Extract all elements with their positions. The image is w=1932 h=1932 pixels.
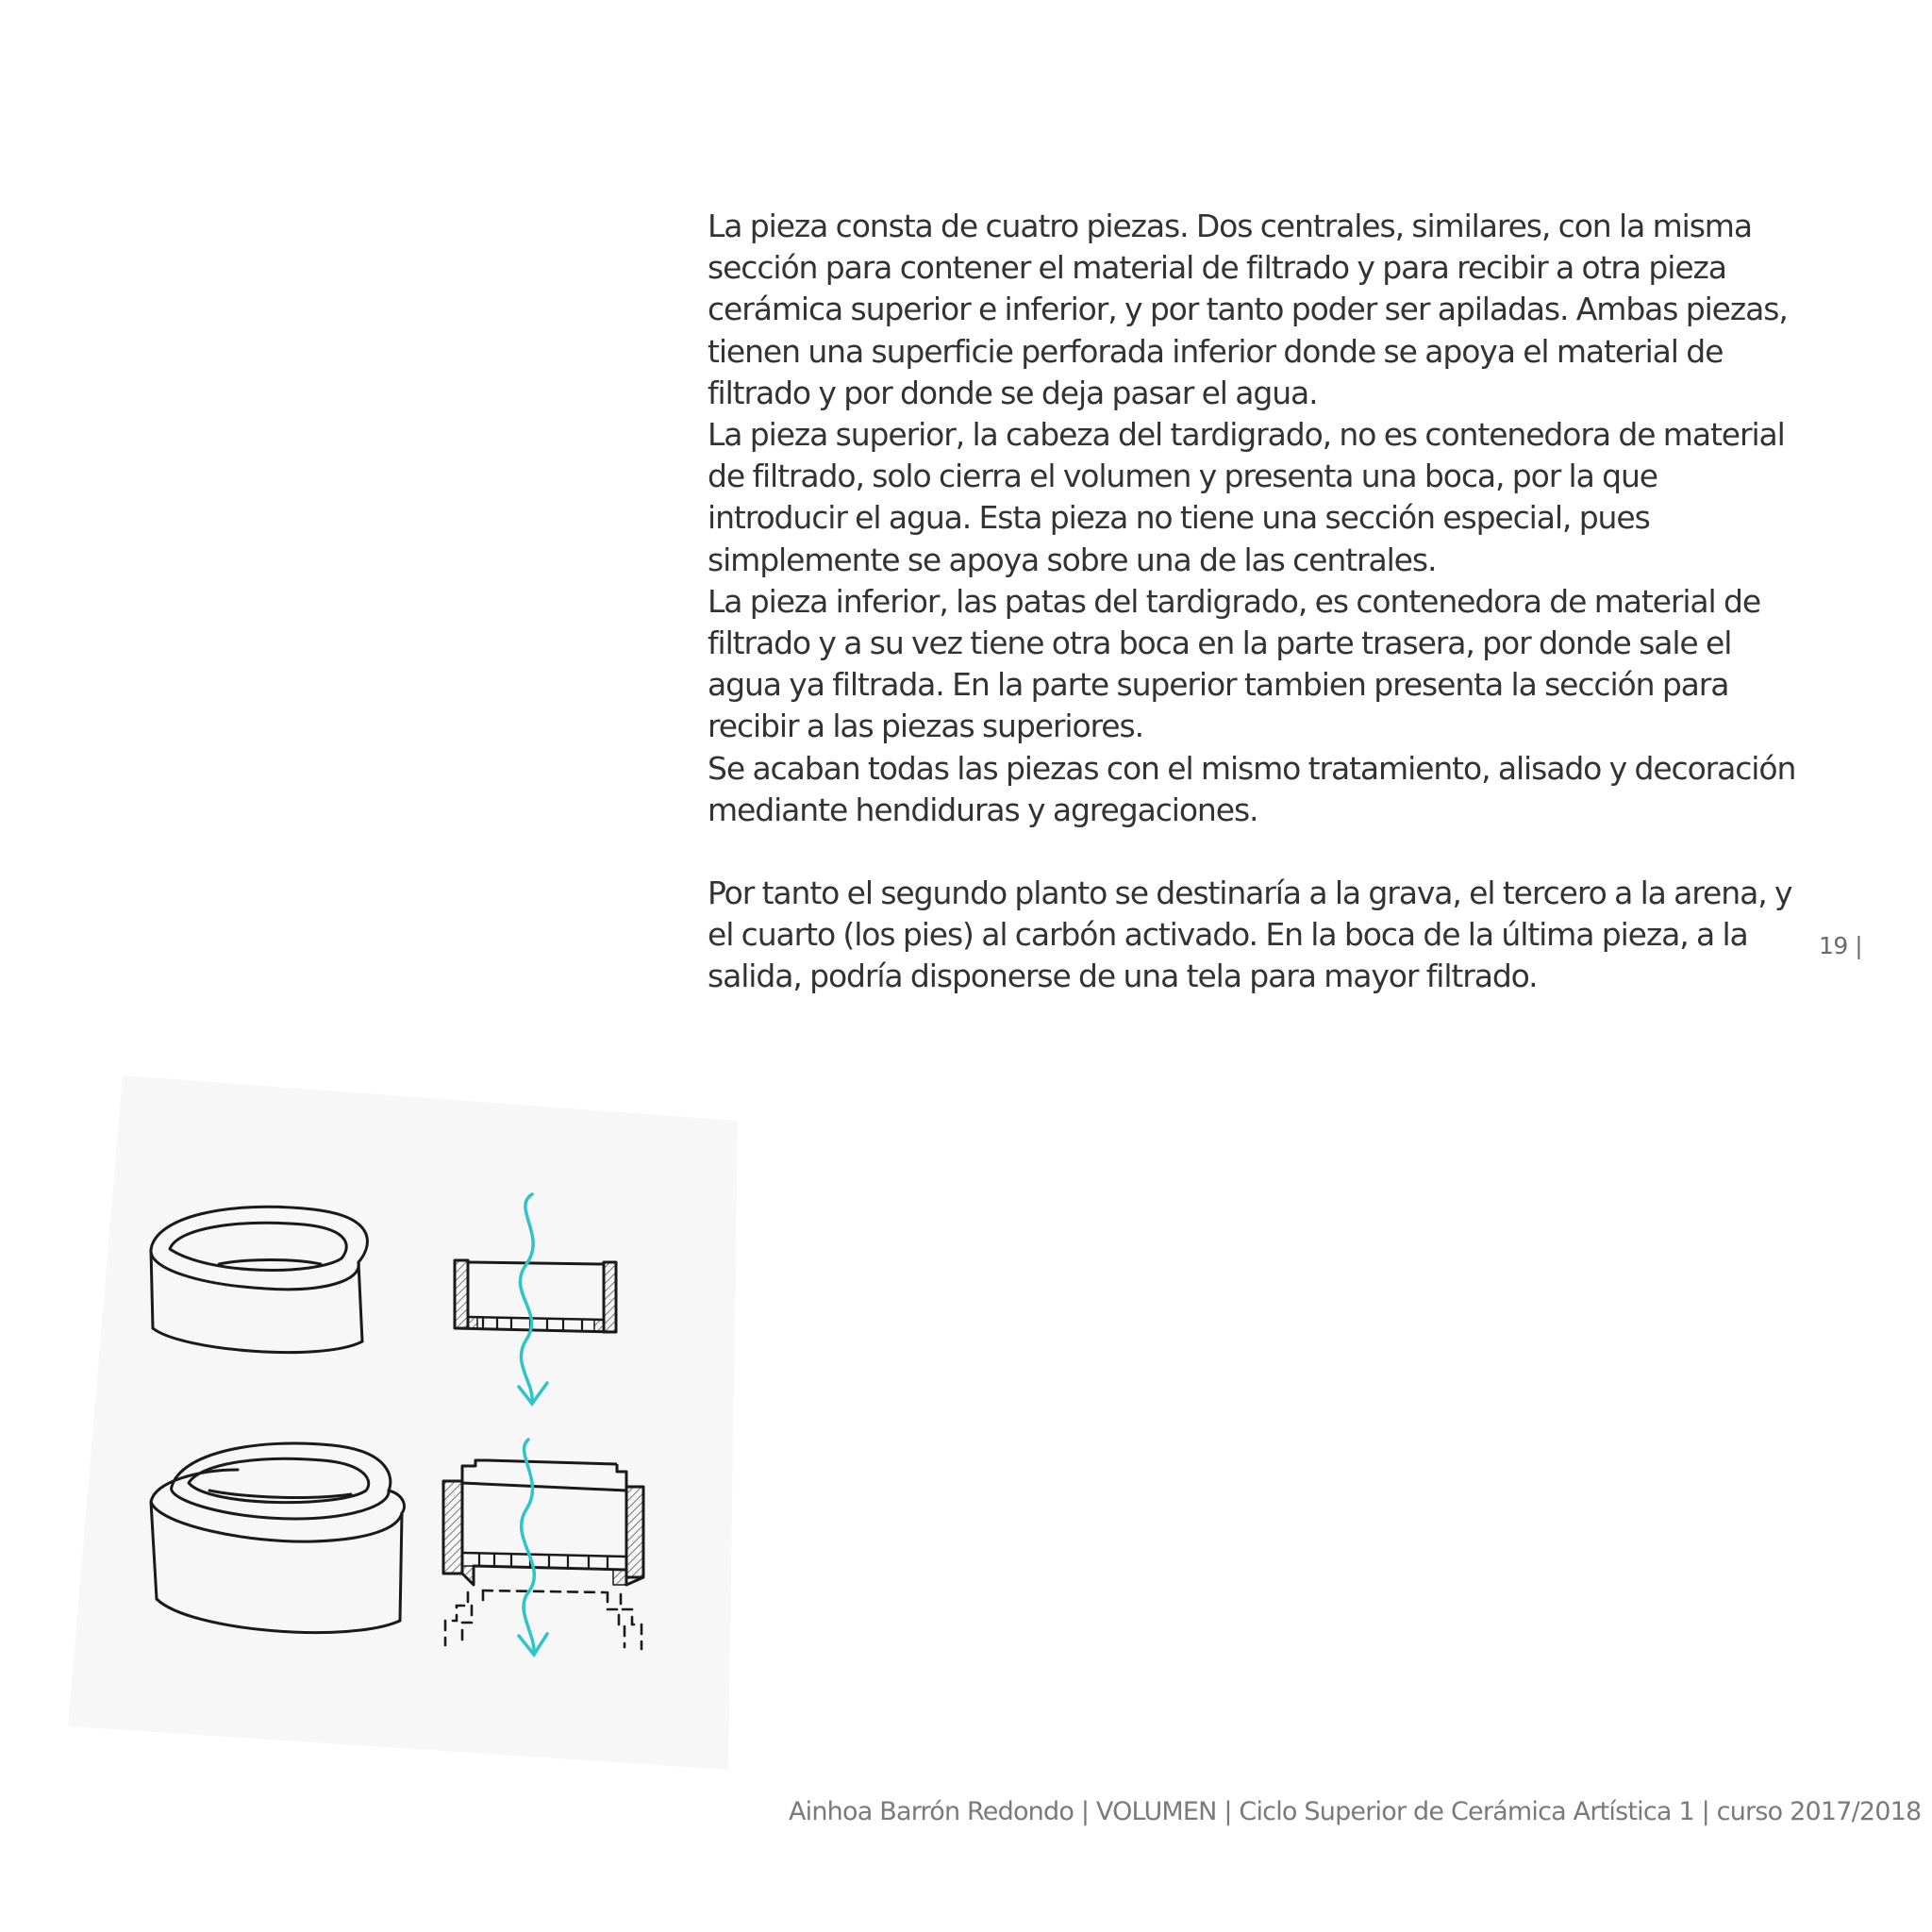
paragraph-pieces: La pieza consta de cuatro piezas. Dos centrales, similares, con la misma sección para contener el material de filtrado y para recibir a otra pieza cerámica superior e inferior, y por tanto poder ser apiladas. Ambas piezas, tienen una superficie perforada inferior donde se apoya el material de filtrado y por donde se deja pasar el agua.	[708, 208, 1788, 411]
page-number: 19 |	[1819, 932, 1863, 959]
sketch-drawing	[68, 1075, 747, 1770]
paragraph-gap	[708, 831, 1802, 873]
page-footer: Ainhoa Barrón Redondo | VOLUMEN | Ciclo Superior de Cerámica Artística 1 | curso 2017/2018	[789, 1797, 1922, 1826]
sketch-paper-sheet	[68, 1075, 738, 1770]
paragraph-lower-piece: La pieza inferior, las patas del tardigrado, es contenedora de material de filtrado y a su vez tiene otra boca en la parte trasera, por donde sale el agua ya filtrada. En la parte superior tambien presenta la sección para recibir a las piezas superiores.	[708, 582, 1761, 745]
body-text	[708, 206, 1802, 998]
sketch-svg	[68, 1075, 747, 1770]
paragraph-filter-layers: Por tanto el segundo planto se destinaría a la grava, el tercero a la arena, y el cuarto (los pies) al carbón activado. En la boca de la última pieza, a la salida, podría disponerse de una tela para mayor filtrado.	[708, 874, 1792, 995]
paragraph-finish: Se acaban todas las piezas con el mismo tratamiento, alisado y decoración mediante hendiduras y agregaciones.	[708, 749, 1796, 828]
paragraph-upper-piece: La pieza superior, la cabeza del tardigrado, no es contenedora de material de filtrado, solo cierra el volumen y presenta una boca, por la que introducir el agua. Esta pieza no tiene una sección especial, pues simplemente se apoya sobre una de las centrales.	[708, 416, 1785, 578]
